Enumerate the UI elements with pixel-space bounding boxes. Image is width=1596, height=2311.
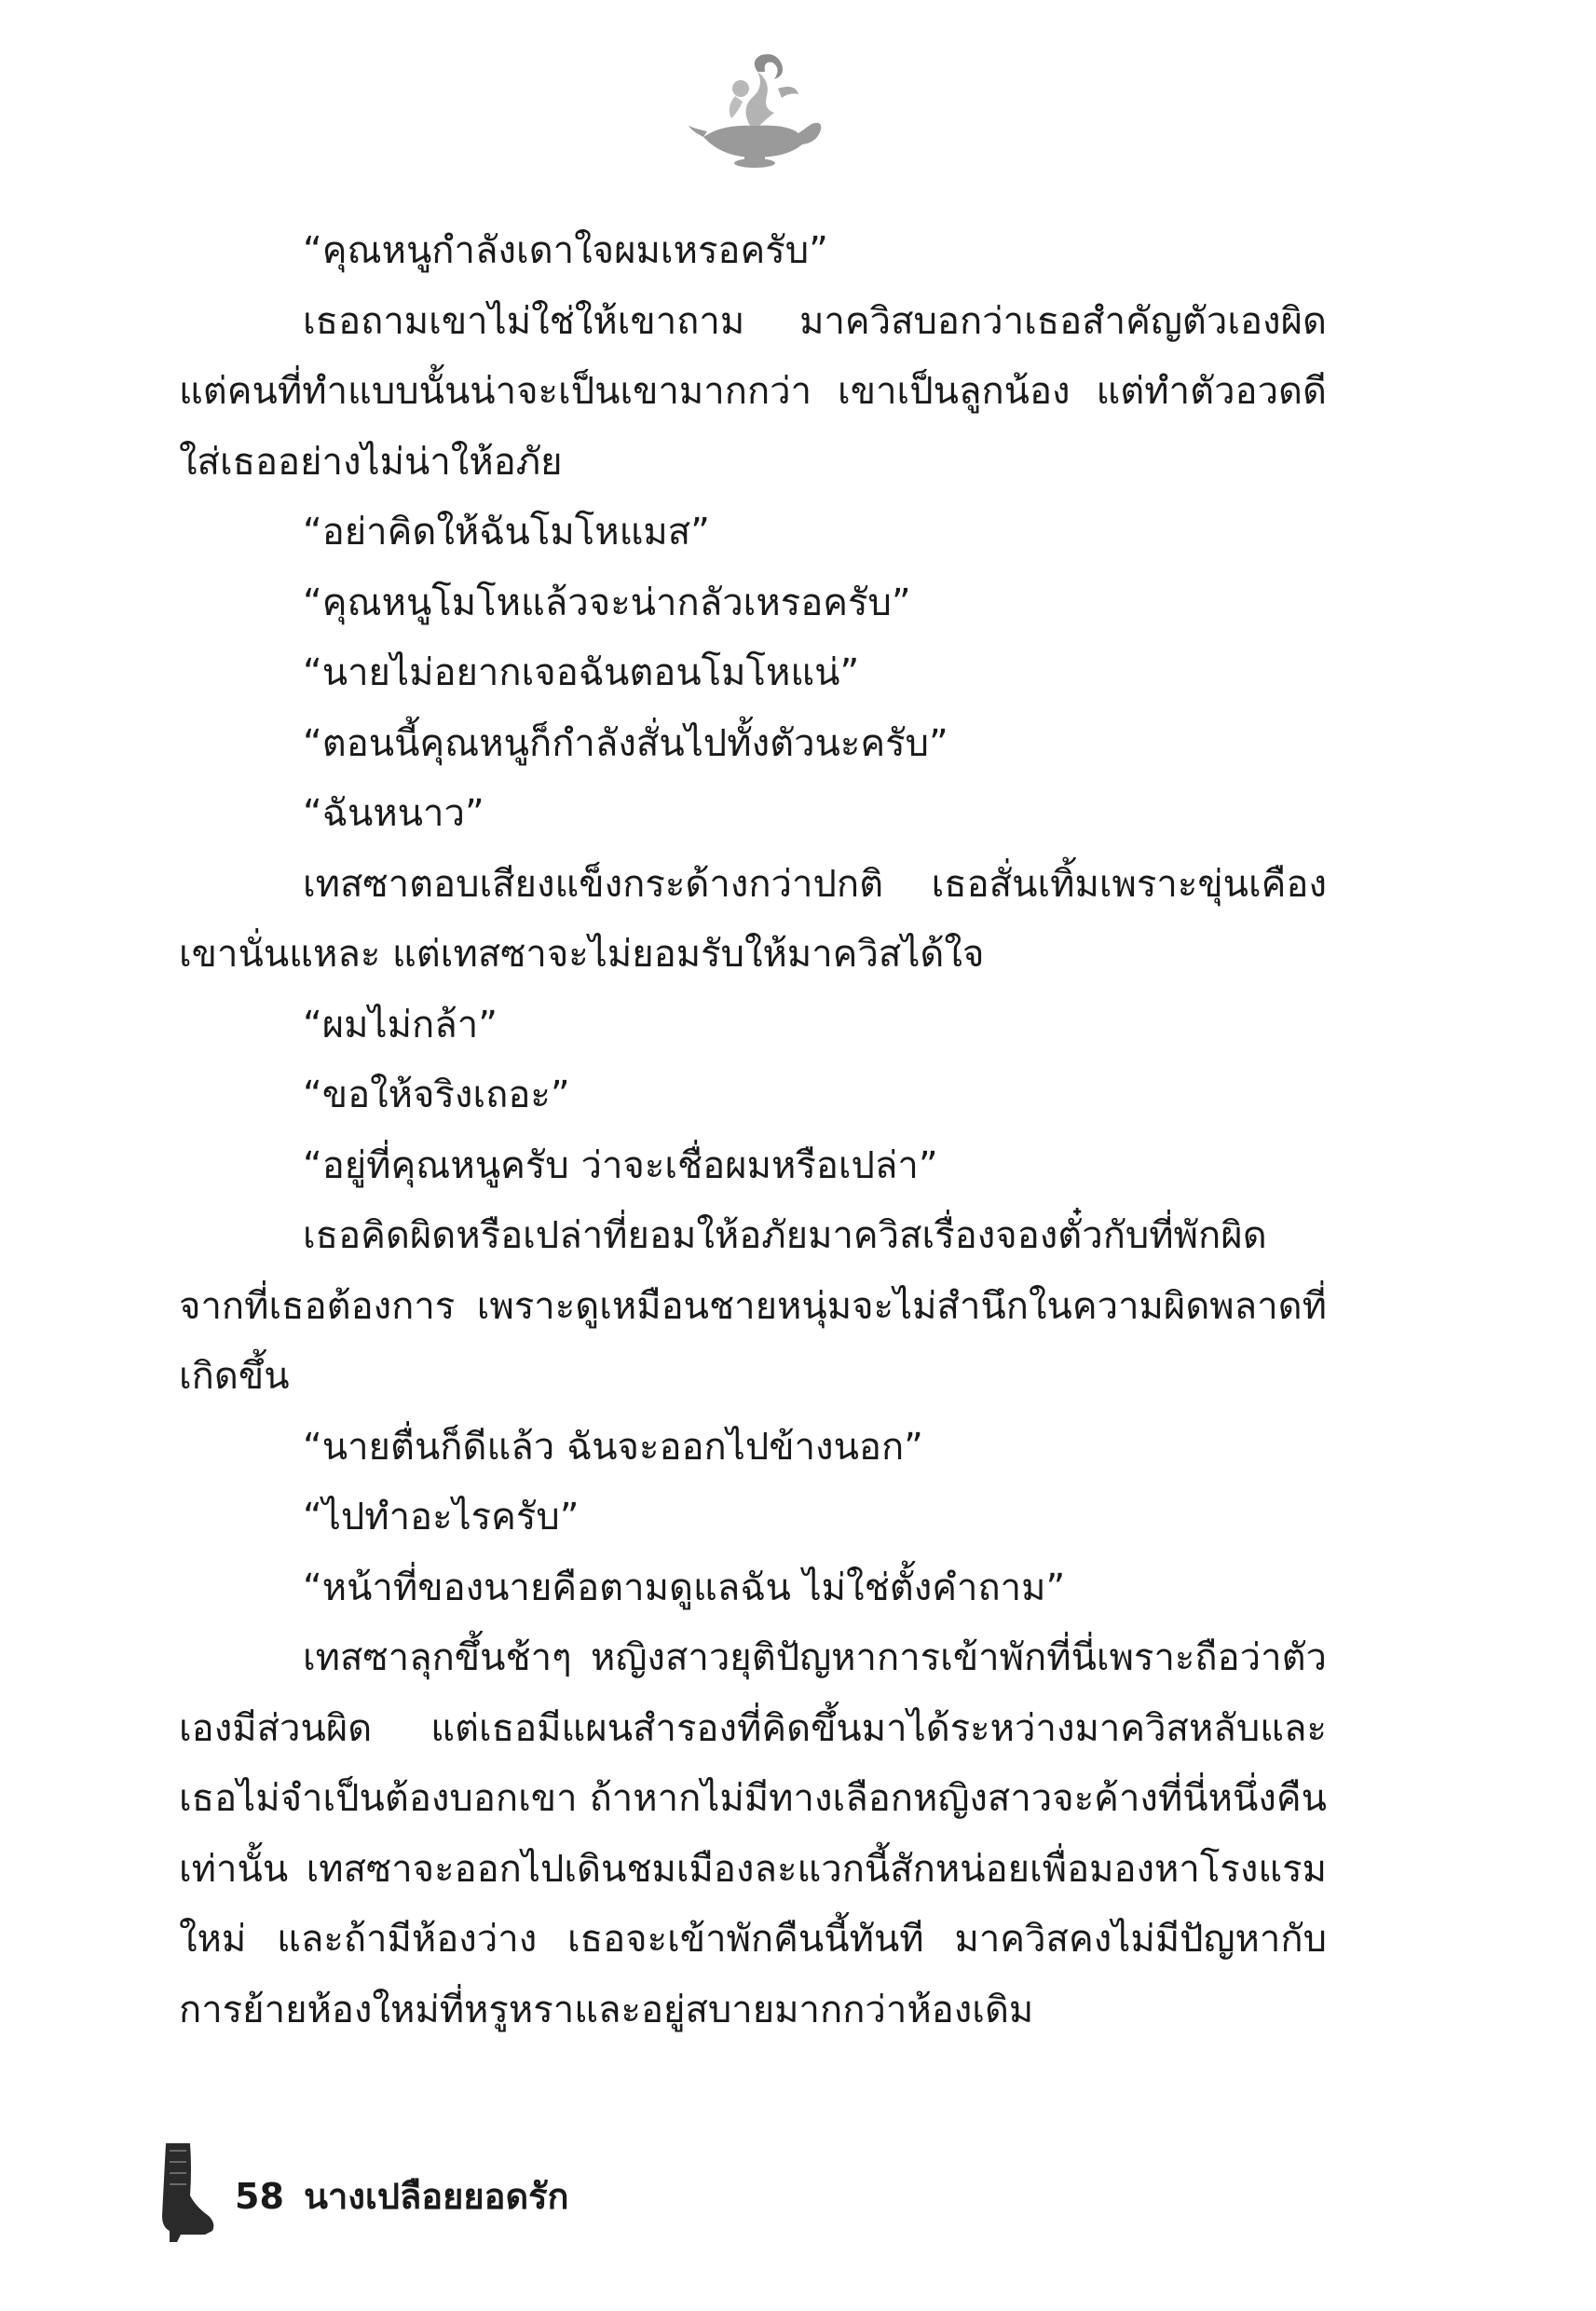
boot-icon xyxy=(149,2141,216,2244)
paragraph: “คุณหนูกำลังเดาใจผมเหรอครับ” xyxy=(303,229,828,272)
lamp-ornament-icon xyxy=(685,51,825,172)
paragraph: เธอถามเขาไม่ใช่ให้เขาถาม มาควิสบอกว่าเธอสำคัญตัวเองผิด แต่คนที่ทำแบบนั้นน่าจะเป็นเขามากกว่า เขาเป็นลูกน้อง แต่ทำตัวอวดดีใส่เธออย่างไม่น่าให้อภัย xyxy=(179,299,1327,484)
paragraph: “อย่าคิดให้ฉันโมโหแมส” xyxy=(303,511,710,554)
paragraph: “หน้าที่ของนายคือตามดูแลฉัน ไม่ใช่ตั้งคำถาม” xyxy=(303,1566,1066,1609)
paragraph: “ผมไม่กล้า” xyxy=(303,1003,498,1046)
paragraph: “นายไม่อยากเจอฉันตอนโมโหแน่” xyxy=(303,651,860,694)
paragraph: “ตอนนี้คุณหนูก็กำลังสั่นไปทั้งตัวนะครับ” xyxy=(303,721,948,765)
paragraph: “คุณหนูโมโหแล้วจะน่ากลัวเหรอครับ” xyxy=(303,581,911,624)
paragraph: “นายตื่นก็ดีแล้ว ฉันจะออกไปข้างนอก” xyxy=(303,1425,923,1469)
paragraph: เทสซาตอบเสียงแข็งกระด้างกว่าปกติ เธอสั่นเทิ้มเพราะขุ่นเคืองเขานั่นแหละ แต่เทสซาจะไม่ยอมรับให้มาควิสได้ใจ xyxy=(179,862,1327,976)
body-text xyxy=(179,216,1327,2045)
paragraph: เทสซาลุกขึ้นช้าๆ หญิงสาวยุติปัญหาการเข้าพักที่นี่เพราะถือว่าตัวเองมีส่วนผิด แต่เธอมีแผนสำรองที่คิดขึ้นมาได้ระหว่างมาควิสหลับและเธอไม่จำเป็นต้องบอกเขา ถ้าหากไม่มีทางเลือกหญิงสาวจะค้างที่นี่หนึ่งคืนเท่านั้น เทสซาจะออกไปเดินชมเมืองละแวกนี้สักหน่อยเพื่อมองหาโรงแรมใหม่ และถ้ามีห้องว่าง เธอจะเข้าพักคืนนี้ทันที มาควิสคงไม่มีปัญหากับการย้ายห้องใหม่ที่หรูหราและอยู่สบายมากกว่าห้องเดิม xyxy=(179,1636,1327,2031)
page-footer xyxy=(149,2141,801,2244)
book-title: นางเปลือยยอดรัก xyxy=(304,2176,569,2217)
paragraph: “ไปทำอะไรครับ” xyxy=(303,1496,580,1538)
paragraph: “อยู่ที่คุณหนูครับ ว่าจะเชื่อผมหรือเปล่า” xyxy=(303,1143,938,1187)
paragraph: “ฉันหนาว” xyxy=(303,792,484,835)
page-number: 58 xyxy=(235,2176,284,2217)
paragraph: เธอคิดผิดหรือเปล่าที่ยอมให้อภัยมาควิสเรื่องจองตั๋วกับที่พักผิดจากที่เธอต้องการ เพราะดูเหมือนชายหนุ่มจะไม่สำนึกในความผิดพลาดที่เกิดขึ้น xyxy=(179,1214,1327,1398)
paragraph: “ขอให้จริงเถอะ” xyxy=(303,1073,570,1116)
